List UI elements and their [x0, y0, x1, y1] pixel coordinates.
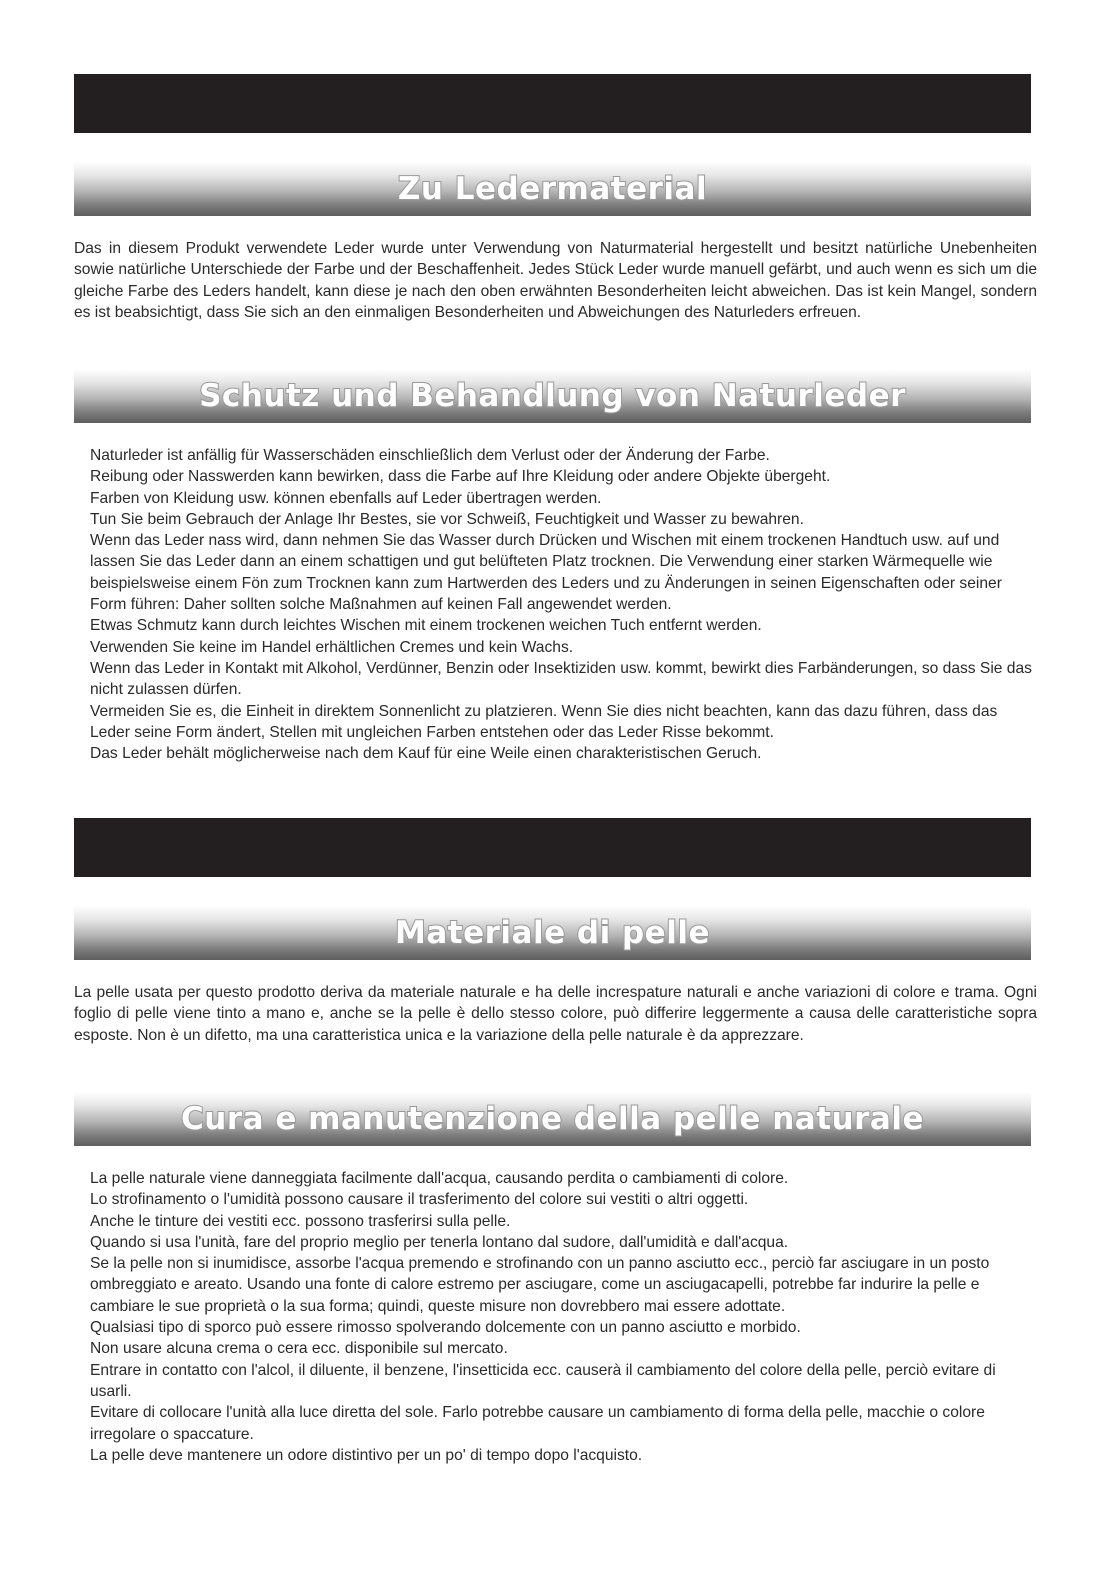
list-item: Vermeiden Sie es, die Einheit in direktem Sonnenlicht zu platzieren. Wenn Sie dies nicht beachten, kann das dazu führen, dass das Leder seine Form ändert, Stellen mit ungleichen Farben entstehen oder das Leder Risse bekommt. — [90, 702, 998, 741]
care-instructions-list — [90, 445, 1040, 764]
list-item: Entrare in contatto con l'alcol, il diluente, il benzene, l'insetticida ecc. causerà il cambiamento del colore della pelle, perciò evitare di usarli. — [90, 1361, 996, 1400]
list-item: Etwas Schmutz kann durch leichtes Wischen mit einem trockenen weichen Tuch entfernt werden. — [90, 617, 762, 635]
section-heading-bar — [74, 162, 1031, 216]
list-item: Reibung oder Nasswerden kann bewirken, dass die Farbe auf Ihre Kleidung oder andere Objekte übergeht. — [90, 468, 831, 486]
list-item: Lo strofinamento o l'umidità possono causare il trasferimento del colore sui vestiti o altri oggetti. — [90, 1191, 749, 1209]
list-item: Wenn das Leder nass wird, dann nehmen Sie das Wasser durch Drücken und Wischen mit einem trockenen Handtuch usw. auf und lassen Sie das Leder dann an einem schattigen und gut belüfteten Platz trocknen. Die Verwendung einer starken Wärmequelle wie beispielsweise einem Fön zum Trocknen kann zum Hartwerden des Leders und zu Änderungen in seinen Eigenschaften oder seiner Form führen: Daher sollten solche Maßnahmen auf keinen Fall angewendet werden. — [90, 532, 1002, 614]
list-item: La pelle deve mantenere un odore distintivo per un po' di tempo dopo l'acquisto. — [90, 1446, 643, 1464]
list-item: Das Leder behält möglicherweise nach dem Kauf für eine Weile einen charakteristischen Geruch. — [90, 745, 762, 763]
list-item: Non usare alcuna crema o cera ecc. disponibile sul mercato. — [90, 1340, 508, 1358]
list-item: Verwenden Sie keine im Handel erhältlichen Cremes und kein Wachs. — [90, 638, 574, 656]
list-item: Anche le tinture dei vestiti ecc. possono trasferirsi sulla pelle. — [90, 1212, 511, 1230]
list-item: Quando si usa l'unità, fare del proprio meglio per tenerla lontano dal sudore, dall'umidità e dall'acqua. — [90, 1233, 789, 1251]
section-heading: Cura e manutenzione della pelle naturale — [181, 1101, 924, 1137]
section-heading-bar — [74, 1092, 1031, 1146]
section-heading-bar — [74, 906, 1031, 960]
care-instructions-list — [90, 1168, 1040, 1466]
list-item: Qualsiasi tipo di sporco può essere rimosso spolverando dolcemente con un panno asciutto e morbido. — [90, 1319, 801, 1337]
list-item: Se la pelle non si inumidisce, assorbe l'acqua premendo e strofinando con un panno asciutto ecc., perciò far asciugare in un posto ombreggiato e areato. Usando una fonte di calore estremo per asciugare, come un asciugacapelli, potrebbe far indurire la pelle e cambiare le sue proprietà o la sua forma; quindi, queste misure non dovrebbero mai essere adottate. — [90, 1255, 990, 1315]
list-item: La pelle naturale viene danneggiata facilmente dall'acqua, causando perdita o cambiamenti di colore. — [90, 1170, 789, 1187]
section-heading-bar — [74, 369, 1031, 423]
section-heading: Schutz und Behandlung von Naturleder — [199, 378, 906, 414]
list-item: Wenn das Leder in Kontakt mit Alkohol, Verdünner, Benzin oder Insektiziden usw. kommt, bewirkt dies Farbänderungen, so dass Sie das nicht zulassen dürfen. — [90, 659, 1032, 699]
section-paragraph: La pelle usata per questo prodotto deriva da materiale naturale e ha delle increspature naturali e anche variazioni di colore e trama. Ogni foglio di pelle viene tinto a mano e, anche se la pelle è dello stesso colore, può differire leggermente a causa delle caratteristiche sopra esposte. Non è un difetto, ma una caratteristica unica e la variazione della pelle naturale è da apprezzare. — [74, 984, 1037, 1044]
section-heading: Materiale di pelle — [395, 915, 710, 951]
list-item: Naturleder ist anfällig für Wasserschäden einschließlich dem Verlust oder der Änderung der Farbe. — [90, 447, 770, 464]
italian-header-bar — [74, 818, 1031, 877]
list-item: Farben von Kleidung usw. können ebenfalls auf Leder übertragen werden. — [90, 489, 602, 507]
list-item: Evitare di collocare l'unità alla luce diretta del sole. Farlo potrebbe causare un cambiamento di forma della pelle, macchie o colore irregolare o spaccature. — [90, 1404, 985, 1443]
list-item: Tun Sie beim Gebrauch der Anlage Ihr Bestes, sie vor Schweiß, Feuchtigkeit und Wasser zu bewahren. — [90, 510, 804, 528]
section-paragraph: Das in diesem Produkt verwendete Leder wurde unter Verwendung von Naturmaterial hergestellt und besitzt natürliche Unebenheiten sowie natürliche Unterschiede der Farbe und der Beschaffenheit. Jedes Stück Leder wurde manuell gefärbt, und auch wenn es sich um die gleiche Farbe des Leders handelt, kann diese je nach den oben erwähnten Besonderheiten leicht abweichen. Das ist kein Mangel, sondern es ist beabsichtigt, dass Sie sich an den einmaligen Besonderheiten und Abweichungen des Naturleders erfreuen. — [74, 240, 1037, 321]
section-heading: Zu Ledermaterial — [397, 171, 708, 207]
german-header-bar — [74, 74, 1031, 133]
